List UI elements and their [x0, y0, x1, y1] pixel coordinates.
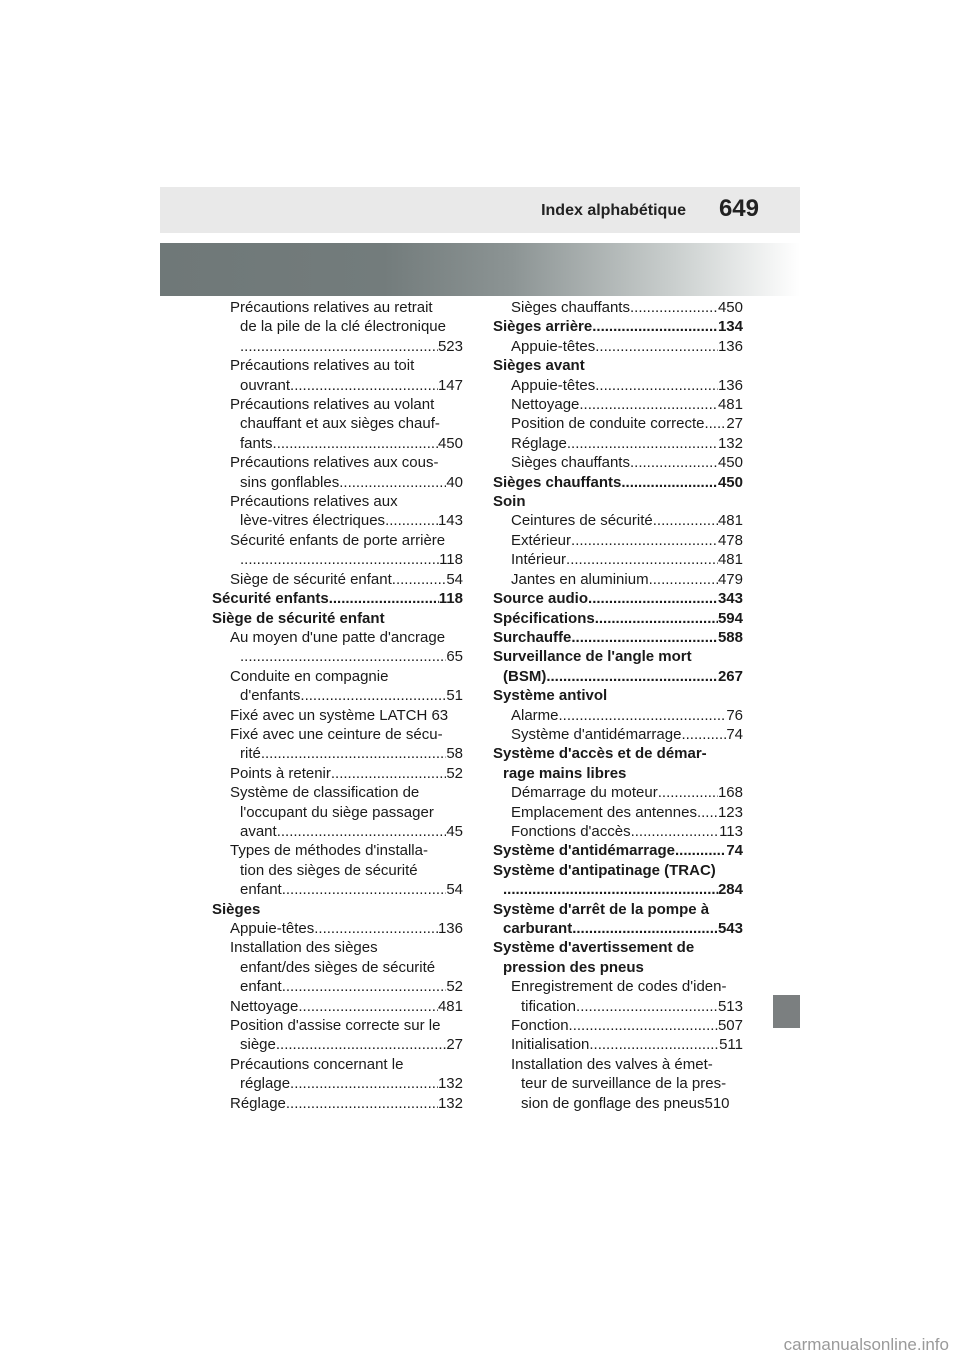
page-number: 649: [718, 195, 759, 222]
entry-text: Sièges chauffants: [511, 299, 630, 316]
index-entry: [493, 841, 743, 860]
entry-text: Système d'antipatinage (TRAC): [493, 861, 716, 879]
leader-dots: [595, 609, 718, 628]
entry-page-number: 74: [726, 725, 743, 743]
index-entry: [493, 298, 743, 317]
entry-page-number: 54: [446, 881, 463, 899]
entry-page-number: 40: [446, 473, 463, 491]
entry-text: chauffant et aux sièges chauf-: [240, 415, 440, 433]
entry-text: ouvrant: [240, 376, 291, 394]
index-entry: [212, 570, 463, 589]
entry-text: Sièges avant: [493, 357, 585, 375]
index-entry: [212, 628, 463, 647]
index-entry: [212, 356, 463, 375]
index-entry: [212, 473, 463, 492]
index-entry: [493, 337, 743, 356]
entry-text: de la pile de la clé électronique: [240, 318, 446, 336]
entry-text: Au moyen d'une patte d'ancrage: [230, 628, 446, 646]
leader-dots: [240, 337, 438, 356]
entry-page-number: 450: [717, 454, 743, 472]
leader-dots: [282, 880, 447, 899]
index-entry: [493, 706, 743, 725]
index-entry: [493, 628, 743, 647]
index-entry: [212, 1094, 463, 1113]
entry-text: teur de surveillance de la pres-: [521, 1075, 727, 1093]
entry-page-number: 132: [437, 1094, 463, 1112]
leader-dots: [282, 977, 447, 996]
index-entry: [212, 550, 463, 569]
entry-text: Système d'antidémarrage: [493, 842, 675, 860]
index-entry: [493, 1055, 743, 1074]
leader-dots: [300, 686, 446, 705]
index-entry: [493, 880, 743, 899]
index-entry: [493, 511, 743, 530]
index-entry: [493, 356, 743, 375]
entry-text: Types de méthodes d'installa-: [230, 842, 428, 860]
entry-text: Conduite en compagnie: [230, 667, 389, 685]
entry-page-number: 450: [437, 434, 463, 452]
index-entry: [212, 414, 463, 433]
entry-text: pression des pneus: [503, 958, 644, 976]
entry-page-number: 513: [717, 997, 743, 1015]
index-entry: [212, 861, 463, 880]
index-entry: [493, 900, 743, 919]
entry-text: Spécifications: [493, 609, 595, 627]
index-entry: [212, 376, 463, 395]
index-entry: [493, 317, 743, 336]
entry-text: rité: [240, 745, 261, 763]
entry-page-number: 123: [717, 803, 743, 821]
leader-dots: [589, 1035, 719, 1054]
entry-text: Système d'avertissement de: [493, 939, 695, 957]
entry-page-number: 481: [437, 997, 463, 1015]
leader-dots: [653, 511, 718, 530]
leader-dots: [621, 473, 718, 492]
entry-text: Fixé avec un système LATCH 63: [230, 706, 449, 724]
leader-dots: [576, 997, 718, 1016]
entry-text: Sièges chauffants: [511, 454, 630, 472]
index-entry: [493, 589, 743, 608]
entry-text: Surchauffe: [493, 628, 572, 646]
index-entry: [212, 1035, 463, 1054]
entry-text: lève-vitres électriques: [240, 512, 386, 530]
leader-dots: [290, 1074, 438, 1093]
entry-text: Précautions relatives aux: [230, 493, 398, 511]
entry-text: Position d'assise correcte sur le: [230, 1017, 441, 1035]
entry-text: Siège de sécurité enfant: [212, 609, 385, 627]
index-entry: [493, 473, 743, 492]
index-entry: [493, 861, 743, 880]
entry-text: Sièges: [212, 900, 261, 918]
index-entry: [493, 531, 743, 550]
leader-dots: [595, 376, 718, 395]
entry-text: enfant: [240, 978, 282, 996]
index-entry: [212, 744, 463, 763]
leader-dots: [631, 822, 719, 841]
entry-page-number: 113: [719, 822, 743, 840]
index-entry: [493, 434, 743, 453]
index-entry: [493, 395, 743, 414]
entry-text: Sièges chauffants: [493, 473, 622, 491]
index-entry: [212, 1055, 463, 1074]
entry-page-number: 118: [438, 590, 463, 608]
leader-dots: [240, 550, 439, 569]
index-entry: [212, 803, 463, 822]
entry-text: Fonctions d'accès: [511, 822, 631, 840]
index-entry: [493, 938, 743, 957]
entry-text: Système de classification de: [230, 784, 420, 802]
entry-text: rage mains libres: [503, 764, 627, 782]
index-column-left: [212, 298, 463, 1113]
entry-text: Sécurité enfants: [212, 590, 329, 608]
entry-page-number: 143: [437, 512, 463, 530]
index-entry: [212, 511, 463, 530]
index-entry: [493, 376, 743, 395]
entry-page-number: 52: [446, 764, 463, 782]
leader-dots: [339, 473, 446, 492]
entry-text: Siège de sécurité enfant: [230, 570, 392, 588]
entry-page-number: 45: [446, 822, 463, 840]
entry-text: Alarme: [511, 706, 559, 724]
leader-dots: [592, 317, 718, 336]
leader-dots: [704, 414, 726, 433]
index-entry: [493, 453, 743, 472]
entry-text: avant: [240, 822, 277, 840]
index-entry: [493, 647, 743, 666]
index-entry: [212, 647, 463, 666]
entry-text: Source audio: [493, 590, 589, 608]
page-header: [160, 187, 800, 233]
index-entry: [212, 1074, 463, 1093]
entry-page-number: 65: [446, 648, 463, 666]
entry-page-number: 76: [726, 706, 743, 724]
index-entry: [493, 764, 743, 783]
entry-text: Sièges arrière: [493, 318, 593, 336]
index-entry: [493, 1074, 743, 1093]
entry-page-number: 481: [717, 551, 743, 569]
entry-text: Système d'antidémarrage: [511, 725, 682, 743]
leader-dots: [261, 744, 446, 763]
entry-page-number: 136: [437, 920, 463, 937]
index-entry: [212, 1016, 463, 1035]
leader-dots: [290, 376, 438, 395]
leader-dots: [675, 841, 726, 860]
entry-text: Sécurité enfants de porte arrière: [230, 531, 446, 549]
entry-text: Installation des valves à émet-: [511, 1055, 713, 1073]
index-entry: [212, 453, 463, 472]
entry-text: carburant: [503, 920, 573, 937]
entry-text: d'enfants: [240, 687, 301, 705]
leader-dots: [572, 919, 718, 938]
leader-dots: [559, 706, 727, 725]
entry-text: Système antivol: [493, 687, 608, 705]
chapter-tab: [773, 995, 800, 1028]
entry-page-number: 481: [717, 396, 743, 414]
section-title: Index alphabétique: [541, 202, 686, 219]
entry-page-number: 27: [446, 1036, 463, 1054]
leader-dots: [681, 725, 726, 744]
entry-text: Nettoyage: [230, 997, 299, 1015]
entry-page-number: 478: [717, 531, 743, 549]
leader-dots: [314, 919, 438, 938]
entry-text: réglage: [240, 1075, 291, 1093]
leader-dots: [546, 667, 718, 686]
entry-text: siège: [240, 1036, 276, 1054]
index-entry: [212, 783, 463, 802]
entry-page-number: 343: [717, 590, 743, 608]
entry-text: (BSM): [503, 667, 547, 685]
entry-text: Démarrage du moteur: [511, 784, 658, 802]
entry-page-number: 523: [437, 337, 463, 355]
index-entry: [212, 706, 463, 725]
index-entry: [212, 434, 463, 453]
index-entry: [212, 667, 463, 686]
entry-text: sins gonflables: [240, 473, 340, 491]
entry-text: Précautions relatives au toit: [230, 357, 415, 375]
index-entry: [212, 938, 463, 957]
entry-page-number: 51: [446, 687, 463, 705]
leader-dots: [298, 997, 438, 1016]
entry-page-number: 136: [717, 337, 743, 355]
index-entry: [212, 880, 463, 899]
index-entry: [212, 958, 463, 977]
entry-text: tification: [521, 997, 577, 1015]
entry-text: Surveillance de l'angle mort: [493, 648, 692, 666]
leader-dots: [331, 764, 446, 783]
index-entry: [212, 977, 463, 996]
entry-page-number: 58: [446, 745, 463, 763]
entry-page-number: 450: [717, 299, 743, 316]
entry-page-number: 118: [439, 551, 463, 569]
leader-dots: [503, 880, 718, 899]
index-entry: [212, 395, 463, 414]
entry-text: enfant/des sièges de sécurité: [240, 958, 436, 976]
entry-page-number: 588: [717, 628, 743, 646]
index-entry: [493, 550, 743, 569]
index-entry: [493, 414, 743, 433]
entry-text: Réglage: [230, 1094, 286, 1112]
index-entry: [493, 783, 743, 802]
entry-page-number: 479: [717, 570, 743, 588]
entry-text: Appuie-têtes: [511, 337, 596, 355]
entry-text: Extérieur: [511, 531, 572, 549]
entry-text: Système d'accès et de démar-: [493, 745, 707, 763]
index-entry: [212, 531, 463, 550]
entry-text: Jantes en aluminium: [511, 570, 649, 588]
entry-text: Précautions relatives au volant: [230, 396, 435, 414]
index-entry: [493, 997, 743, 1016]
entry-text: Fonction: [511, 1017, 569, 1035]
entry-page-number: 168: [717, 784, 743, 802]
leader-dots: [567, 434, 718, 453]
index-entry: [493, 1016, 743, 1035]
entry-page-number: 147: [437, 376, 463, 394]
leader-dots: [571, 531, 718, 550]
entry-page-number: 267: [717, 667, 743, 685]
index-entry: [493, 1035, 743, 1054]
entry-page-number: 74: [726, 842, 743, 860]
index-entry: [493, 686, 743, 705]
entry-page-number: 54: [446, 570, 463, 588]
index-entry: [493, 744, 743, 763]
index-entry: [493, 958, 743, 977]
leader-dots: [588, 589, 718, 608]
entry-page-number: 136: [717, 376, 743, 394]
entry-text: Enregistrement de codes d'iden-: [511, 978, 727, 996]
index-entry: [212, 900, 463, 919]
index-entry: [212, 337, 463, 356]
entry-text: Points à retenir: [230, 764, 331, 782]
index-entry: [493, 667, 743, 686]
entry-text: Appuie-têtes: [230, 920, 315, 937]
index-column-right: [493, 298, 743, 1113]
index-entry: [212, 841, 463, 860]
index-entry: [212, 997, 463, 1016]
index-entry: [493, 1094, 743, 1113]
entry-text: Position de conduite correcte: [511, 415, 705, 433]
entry-page-number: 511: [719, 1036, 743, 1054]
index-entry: [212, 298, 463, 317]
index-entry: [493, 977, 743, 996]
index-entry: [493, 570, 743, 589]
index-entry: [493, 725, 743, 744]
leader-dots: [276, 1035, 446, 1054]
leader-dots: [277, 822, 447, 841]
leader-dots: [571, 628, 718, 647]
entry-page-number: 284: [717, 881, 743, 899]
entry-page-number: 594: [717, 609, 743, 627]
leader-dots: [329, 589, 439, 608]
index-entry: [493, 919, 743, 938]
leader-dots: [385, 511, 438, 530]
entry-page-number: 450: [717, 473, 743, 491]
index-entry: [493, 492, 743, 511]
entry-text: Précautions relatives au retrait: [230, 299, 433, 316]
index-entry: [493, 803, 743, 822]
leader-dots: [595, 337, 718, 356]
index-entry: [212, 822, 463, 841]
leader-dots: [240, 647, 446, 666]
decorative-band: [160, 243, 800, 296]
entry-page-number: 481: [717, 512, 743, 530]
entry-text: Initialisation: [511, 1036, 590, 1054]
leader-dots: [658, 783, 718, 802]
index-entry: [212, 764, 463, 783]
index-entry: [493, 822, 743, 841]
leader-dots: [630, 298, 718, 317]
entry-page-number: 134: [717, 318, 743, 336]
entry-page-number: 507: [717, 1017, 743, 1035]
entry-text: Soin: [493, 493, 526, 511]
index-entry: [212, 589, 463, 608]
index-entry: [493, 609, 743, 628]
entry-text: Système d'arrêt de la pompe à: [493, 900, 710, 918]
index-entry: [212, 725, 463, 744]
watermark: carmanualsonline.info: [783, 1335, 949, 1354]
entry-text: Fixé avec une ceinture de sécu-: [230, 725, 443, 743]
leader-dots: [566, 550, 718, 569]
entry-page-number: 52: [446, 978, 463, 996]
entry-page-number: 132: [437, 1075, 463, 1093]
index-entry: [212, 609, 463, 628]
index-entry: [212, 919, 463, 938]
entry-page-number: 27: [726, 415, 743, 433]
entry-text: Réglage: [511, 434, 567, 452]
index-entry: [212, 492, 463, 511]
entry-text: Précautions relatives aux cous-: [230, 454, 439, 472]
entry-page-number: 132: [717, 434, 743, 452]
index-entry: [212, 686, 463, 705]
entry-text: fants: [240, 434, 273, 452]
entry-text: Appuie-têtes: [511, 376, 596, 394]
leader-dots: [273, 434, 438, 453]
entry-text: tion des sièges de sécurité: [240, 861, 418, 879]
entry-text: sion de gonflage des pneus510: [521, 1094, 730, 1112]
entry-text: l'occupant du siège passager: [240, 803, 434, 821]
entry-page-number: 543: [717, 920, 743, 937]
entry-text: Emplacement des antennes: [511, 803, 697, 821]
leader-dots: [697, 803, 718, 822]
leader-dots: [569, 1016, 718, 1035]
leader-dots: [392, 570, 447, 589]
entry-text: enfant: [240, 881, 282, 899]
index-entry: [212, 317, 463, 336]
entry-text: Installation des sièges: [230, 939, 378, 957]
entry-text: Ceintures de sécurité: [511, 512, 653, 530]
leader-dots: [286, 1094, 438, 1113]
leader-dots: [579, 395, 718, 414]
entry-text: Précautions concernant le: [230, 1055, 404, 1073]
entry-text: Nettoyage: [511, 396, 580, 414]
leader-dots: [649, 570, 718, 589]
entry-text: Intérieur: [511, 551, 567, 569]
leader-dots: [630, 453, 718, 472]
